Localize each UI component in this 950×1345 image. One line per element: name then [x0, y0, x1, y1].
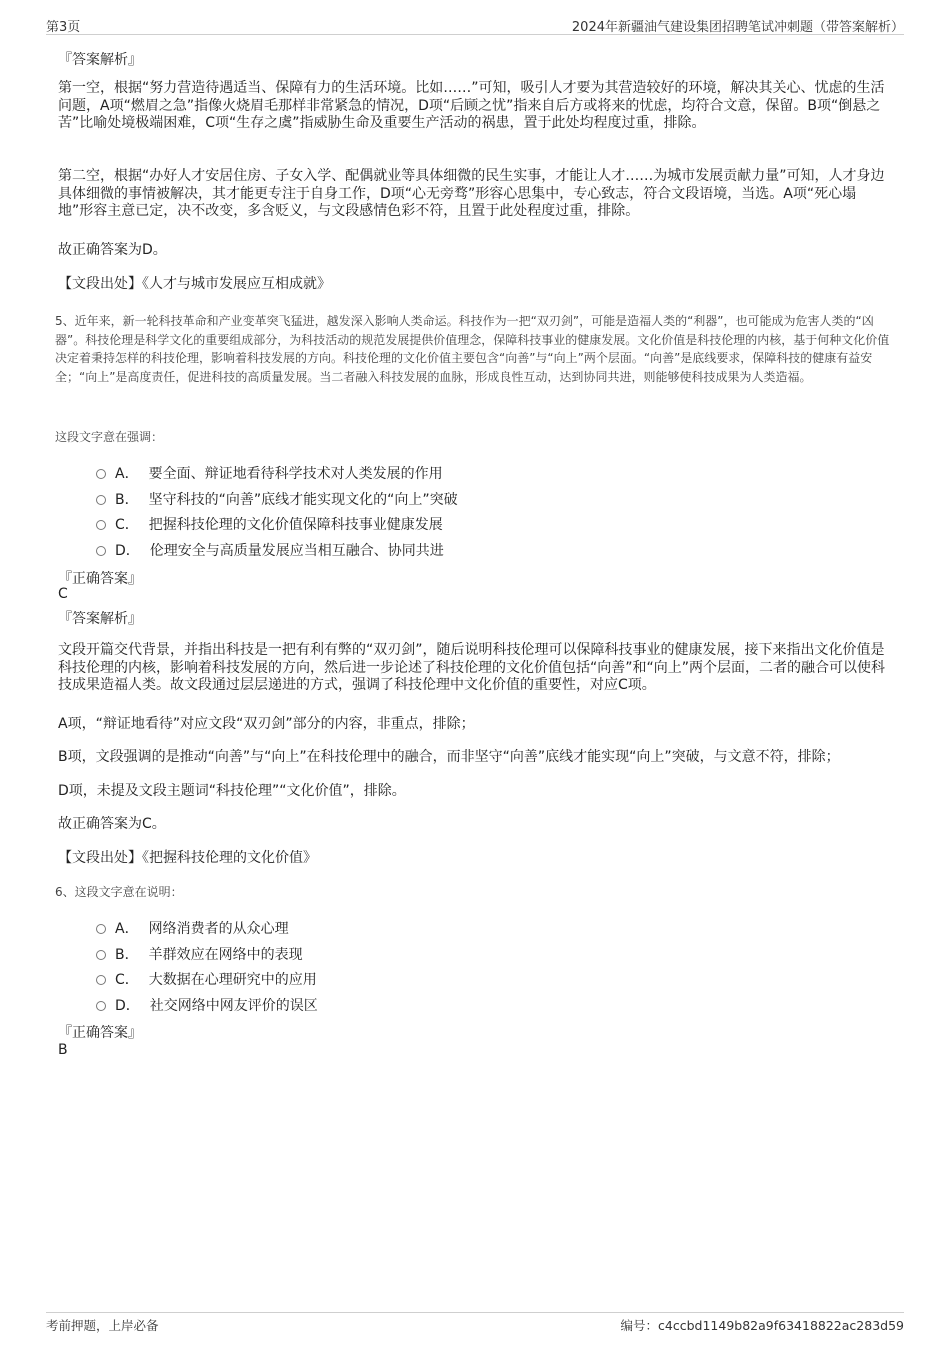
page-footer — [46, 1312, 904, 1333]
footer-serial-number: 编号：c4ccbd1149b82a9f63418822ac283d59 — [620, 1318, 904, 1333]
q6-question: 6、这段文字意在说明： — [55, 885, 183, 899]
q5-analysis-label: 『答案解析』 — [58, 611, 142, 627]
radio-icon[interactable] — [96, 1001, 106, 1011]
q5-note-a: A项，“辩证地看待”对应文段“双刃剑”部分的内容，非重点，排除； — [58, 716, 475, 732]
page-header — [46, 14, 904, 35]
q4-conclusion: 故正确答案为D。 — [58, 242, 167, 258]
q6-option-a[interactable]: A． 网络消费者的从众心理 — [96, 918, 289, 938]
q6-option-d[interactable]: D． 社交网络中网友评价的误区 — [96, 995, 318, 1015]
document-title: 2024年新疆油气建设集团招聘笔试冲刺题（带答案解析） — [571, 20, 904, 35]
q5-question: 这段文字意在强调： — [55, 430, 164, 444]
radio-icon[interactable] — [96, 924, 106, 934]
q5-note-d: D项，未提及文段主题词“科技伦理”“文化价值”，排除。 — [58, 783, 406, 799]
radio-icon[interactable] — [96, 950, 106, 960]
q5-option-d[interactable]: D． 伦理安全与高质量发展应当相互融合、协同共进 — [96, 540, 444, 560]
footer-slogan: 考前押题，上岸必备 — [46, 1318, 159, 1333]
page-number: 第3页 — [46, 20, 81, 35]
radio-icon[interactable] — [96, 975, 106, 985]
q5-answer: C — [58, 586, 68, 602]
q5-option-b[interactable]: B． 坚守科技的“向善”底线才能实现文化的“向上”突破 — [96, 489, 458, 509]
q4-analysis-paragraph-2: 第二空，根据“办好人才安居住房、子女入学、配偶就业等具体细微的民生实事，才能让人才……为城市发展贡献力量”可知，人才身边具体细微的事情被解决，其才能更专注于自身工作，D项“心无旁骛”形容心思集中，专心致志，符合文段语境，当选。A项“死心塌地”形容主意已定，决不改变，多含贬义，与文段感情色彩不符，且置于此处程度过重，排除。 — [58, 168, 885, 219]
q4-analysis-paragraph-1: 第一空，根据“努力营造待遇适当、保障有力的生活环境。比如……”可知，吸引人才要为其营造较好的环境，解决其关心、忧虑的生活问题，A项“燃眉之急”指像火烧眉毛那样非常紧急的情况，D项“后顾之忧”指来自后方或将来的忧虑，均符合文意，保留。B项“倒悬之苦”比喻处境极端困难，C项“生存之虞”指威胁生命及重要生产活动的祸患，置于此处均程度过重，排除。 — [58, 80, 885, 131]
q5-conclusion: 故正确答案为C。 — [58, 816, 166, 832]
q4-source: 【文段出处】《人才与城市发展应互相成就》 — [58, 276, 331, 292]
q6-option-c[interactable]: C． 大数据在心理研究中的应用 — [96, 969, 317, 989]
q5-answer-label: 『正确答案』 — [58, 571, 142, 587]
radio-icon[interactable] — [96, 520, 106, 530]
q5-note-b: B项，文段强调的是推动“向善”与“向上”在科技伦理中的融合，而非坚守“向善”底线才能实现“向上”突破，与文意不符，排除； — [58, 749, 840, 765]
q4-analysis-label: 『答案解析』 — [58, 52, 142, 68]
q6-answer-label: 『正确答案』 — [58, 1025, 142, 1041]
q6-option-b[interactable]: B． 羊群效应在网络中的表现 — [96, 944, 303, 964]
q5-option-a[interactable]: A． 要全面、辩证地看待科学技术对人类发展的作用 — [96, 463, 443, 483]
radio-icon[interactable] — [96, 546, 106, 556]
q5-analysis-paragraph: 文段开篇交代背景，并指出科技是一把有利有弊的“双刃剑”，随后说明科技伦理可以保障科技事业的健康发展，接下来指出文化价值是科技伦理的内核，影响着科技发展的方向，然后进一步论述了科技伦理的文化价值包括“向善”和“向上”两个层面，二者的融合可以使科技成果造福人类。故文段通过层层递进的方式，强调了科技伦理中文化价值的重要性，对应C项。 — [58, 642, 886, 693]
q5-source: 【文段出处】《把握科技伦理的文化价值》 — [58, 850, 317, 866]
radio-icon[interactable] — [96, 469, 106, 479]
q5-option-c[interactable]: C． 把握科技伦理的文化价值保障科技事业健康发展 — [96, 514, 443, 534]
q6-answer: B — [58, 1042, 68, 1058]
radio-icon[interactable] — [96, 495, 106, 505]
q5-stem: 5、近年来，新一轮科技革命和产业变革突飞猛进，越发深入影响人类命运。科技作为一把“双刃剑”，可能是造福人类的“利器”，也可能成为危害人类的“凶器”。科技伦理是科学文化的重要组成部分，为科技活动的规范发展提供价值理念，保障科技事业的健康发展。文化价值是科技伦理的内核，基于何种文化价值决定着秉持怎样的科技伦理，影响着科技发展的方向。科技伦理的文化价值主要包含“向善”与“向上”两个层面。“向善”是底线要求，保障科技的健康有益安全；“向上”是高度责任，促进科技的高质量发展。当二者融入科技发展的血脉，形成良性互动，达到协同共进，则能够使科技成果为人类造福。 — [55, 314, 890, 384]
